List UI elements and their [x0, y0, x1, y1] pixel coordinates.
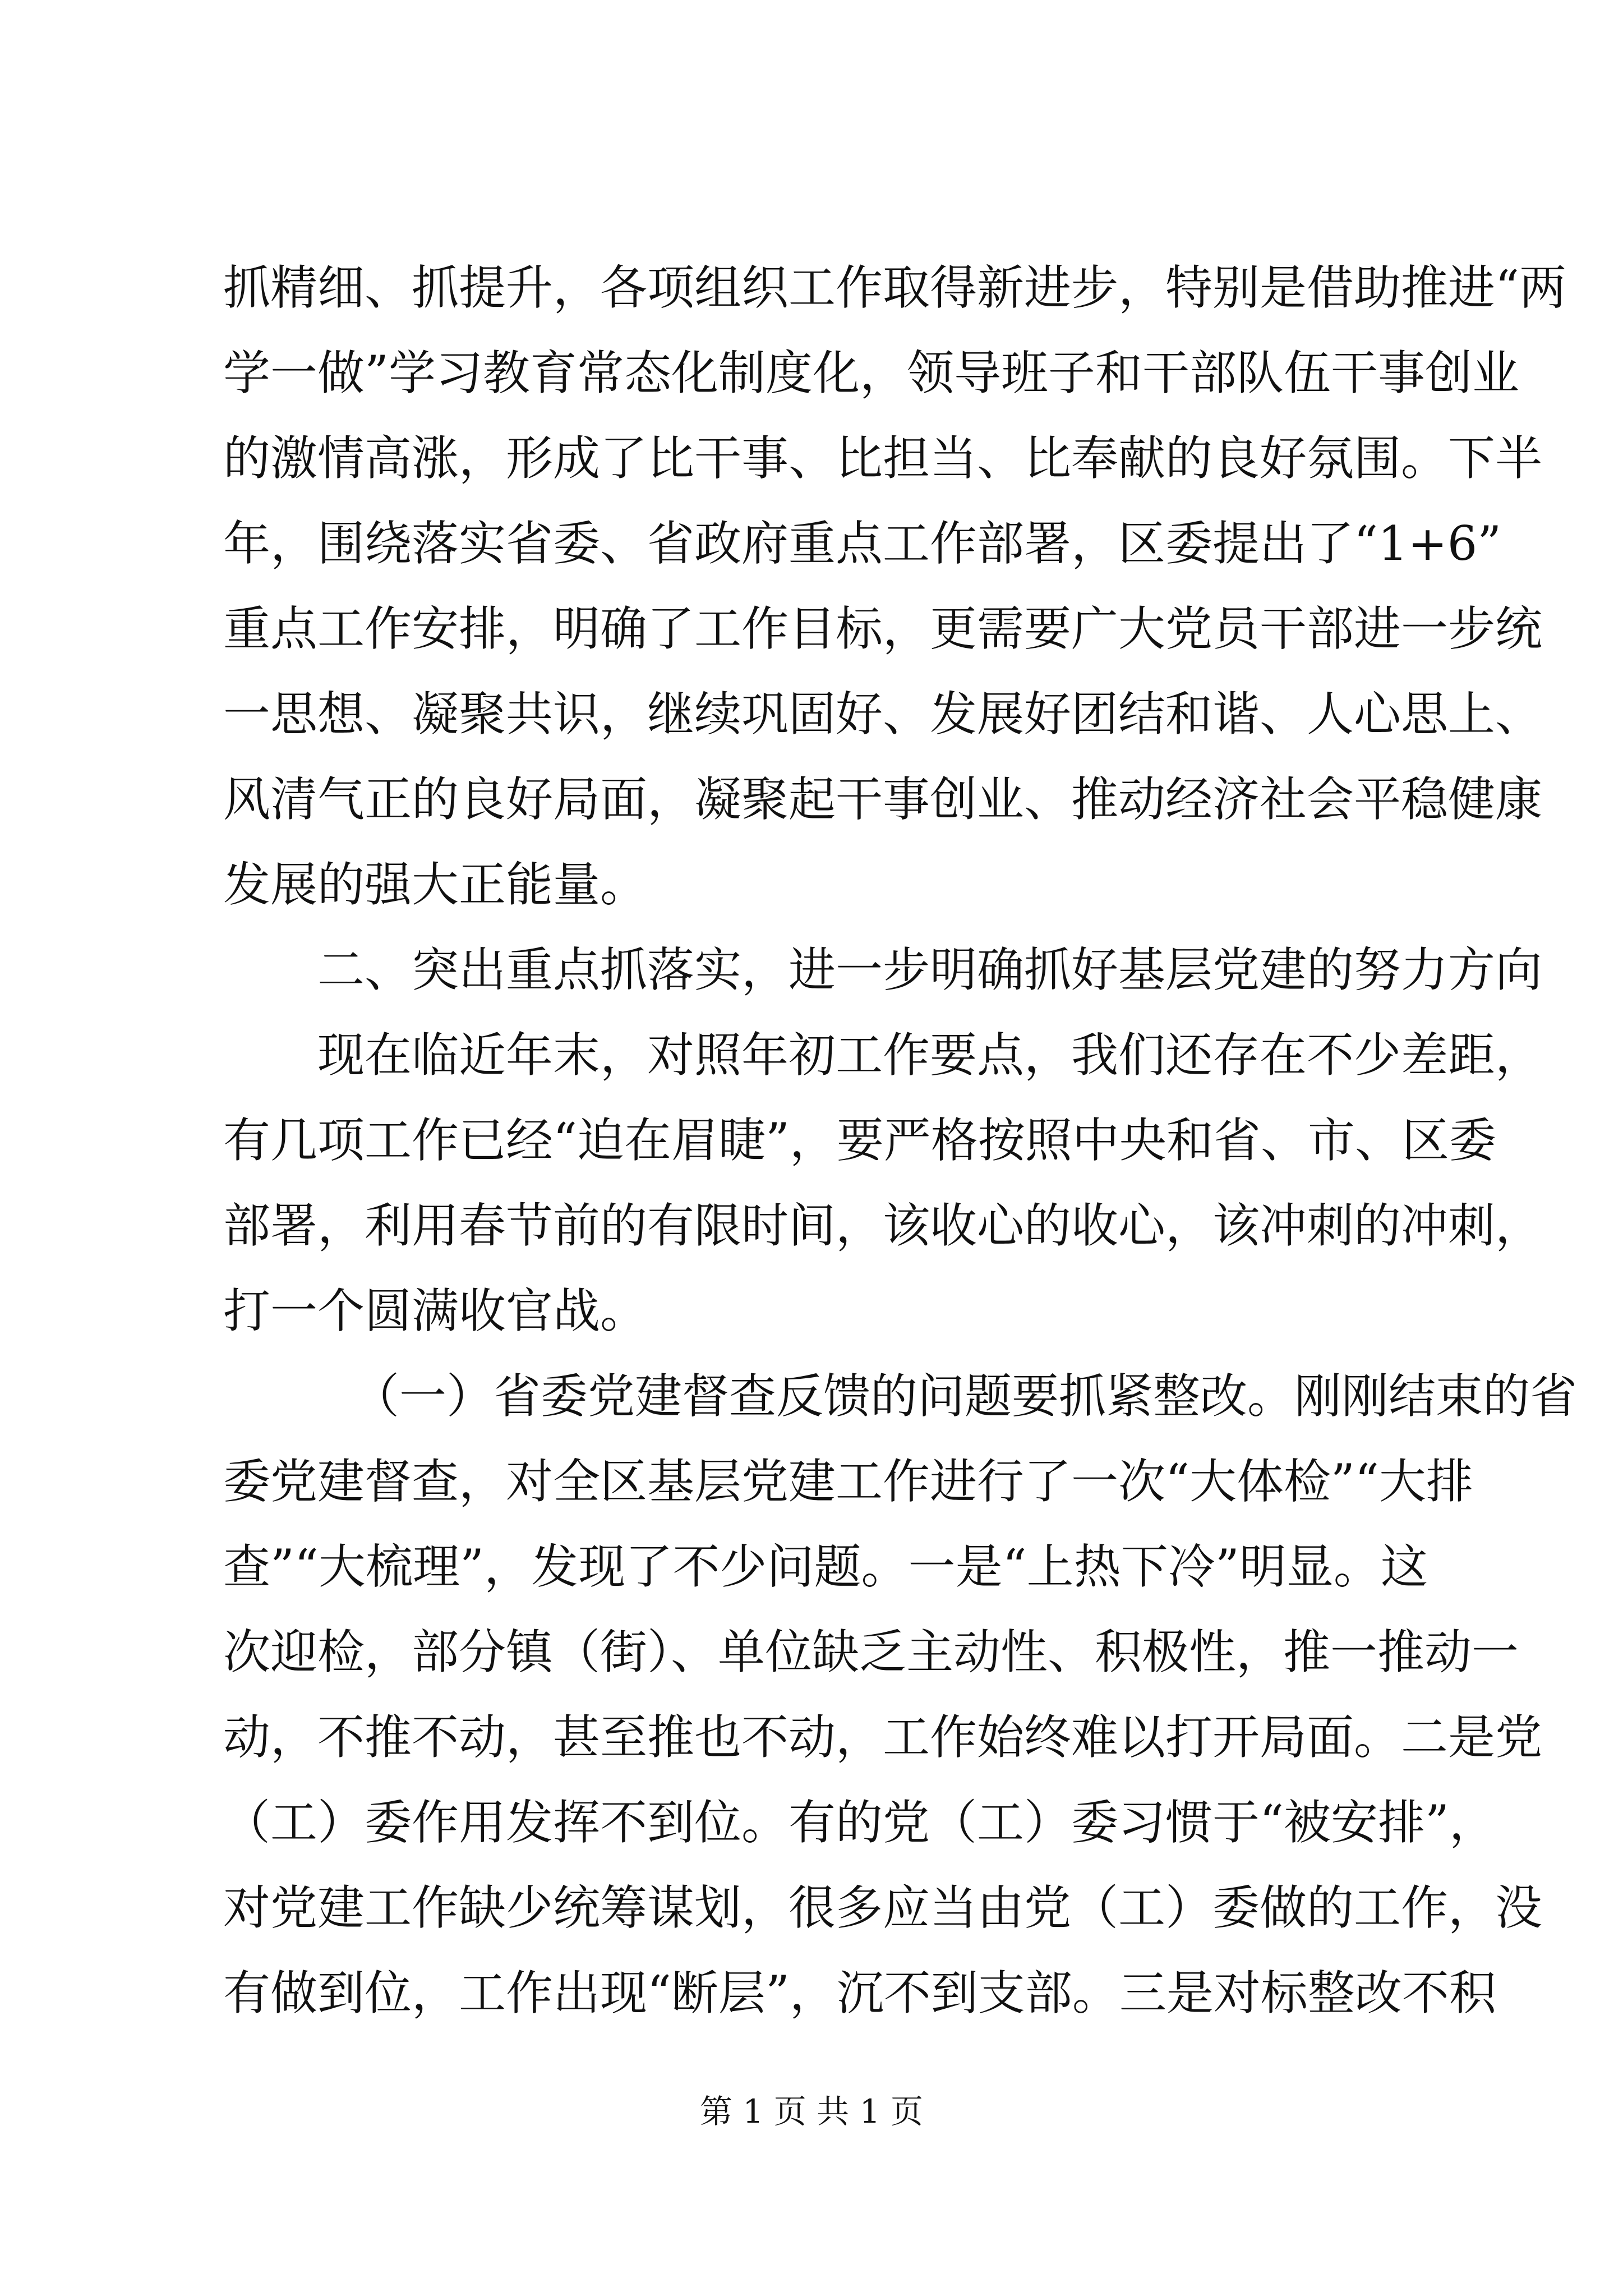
text-line-11: 有几项工作已经“迫在眉睫”，要严格按照中央和省、市、区委	[223, 1113, 1496, 1168]
text-line-15: 委党建督查，对全区基层党建工作进行了一次“大体检”“大排	[223, 1454, 1473, 1509]
page-number-footer: 第 1 页 共 1 页	[700, 2092, 923, 2131]
text-line-19: （工）委作用发挥不到位。有的党（工）委习惯于“被安排”，	[223, 1795, 1496, 1850]
text-line-13: 打一个圆满收官战。	[223, 1283, 648, 1338]
text-line-17: 次迎检，部分镇（街）、单位缺乏主动性、积极性，推一推动一	[223, 1625, 1519, 1680]
text-line-14: （一）省委党建督查反馈的问题要抓紧整改。刚刚结束的省	[352, 1369, 1578, 1424]
text-line-8: 发展的强大正能量。	[223, 857, 648, 912]
text-line-2: 学一做”学习教育常态化制度化，领导班子和干部队伍干事创业	[223, 346, 1519, 401]
text-line-10: 现在临近年末，对照年初工作要点，我们还存在不少差距，	[317, 1028, 1543, 1083]
text-line-1: 抓精细、抓提升，各项组织工作取得新进步，特别是借助推进“两	[223, 260, 1566, 315]
text-line-5: 重点工作安排，明确了工作目标，更需要广大党员干部进一步统	[223, 601, 1543, 656]
text-line-12: 部署，利用春节前的有限时间，该收心的收心，该冲刺的冲刺，	[223, 1198, 1543, 1253]
text-line-4: 年，围绕落实省委、省政府重点工作部署，区委提出了“1+6”	[223, 516, 1502, 571]
text-line-6: 一思想、凝聚共识，继续巩固好、发展好团结和谐、人心思上、	[223, 687, 1543, 742]
section-heading: 二、突出重点抓落实，进一步明确抓好基层党建的努力方向	[317, 942, 1543, 997]
text-line-18: 动，不推不动，甚至推也不动，工作始终难以打开局面。二是党	[223, 1710, 1543, 1765]
text-line-20: 对党建工作缺少统筹谋划，很多应当由党（工）委做的工作，没	[223, 1880, 1543, 1935]
text-line-7: 风清气正的良好局面，凝聚起干事创业、推动经济社会平稳健康	[223, 772, 1543, 827]
text-line-16: 查”“大梳理”，发现了不少问题。一是“上热下冷”明显。这	[223, 1539, 1428, 1594]
document-body	[223, 245, 1578, 2036]
text-line-21: 有做到位，工作出现“断层”，沉不到支部。三是对标整改不积	[223, 1966, 1496, 2021]
text-line-3: 的激情高涨，形成了比干事、比担当、比奉献的良好氛围。下半	[223, 431, 1543, 486]
